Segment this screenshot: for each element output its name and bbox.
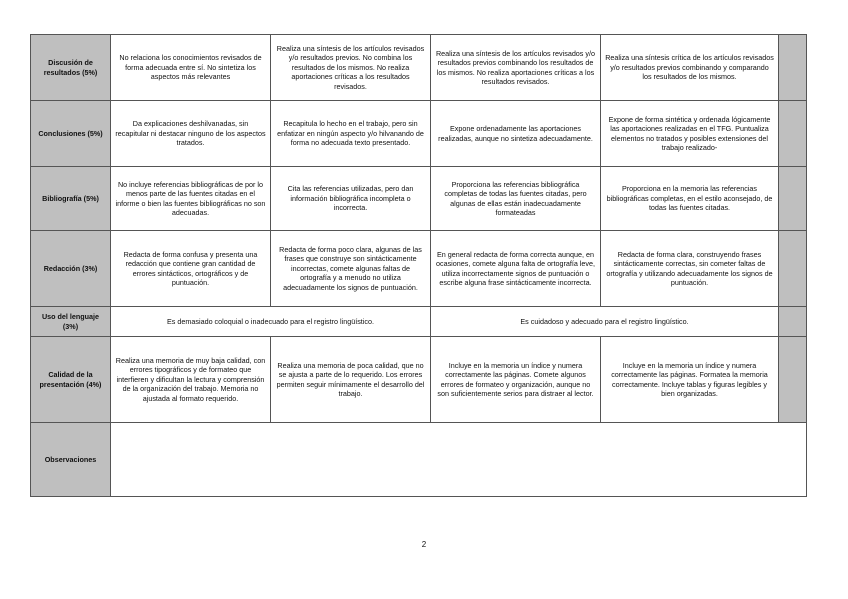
observaciones-field <box>111 423 807 497</box>
row-conclusiones <box>31 101 807 167</box>
level-3-conclusiones: Expone ordenadamente las aportaciones realizadas, aunque no sintetiza adecuadamente. <box>431 101 601 167</box>
criterion-lenguaje: Uso del lenguaje (3%) <box>31 307 111 337</box>
level-2-calidad: Realiza una memoria de poca calidad, que no se ajusta a parte de lo requerido. Los errores permiten seguir mínimamente el desarrollo del trabajo. <box>271 337 431 423</box>
score-cell-discusion <box>779 35 807 101</box>
level-4-redaccion: Redacta de forma clara, construyendo frases sintácticamente correctas, sin cometer faltas de ortografía y utilizando adecuadamente los signos de puntuación. <box>601 231 779 307</box>
level-1-discusion: No relaciona los conocimientos revisados de forma adecuada entre sí. No sintetiza los aspectos más relevantes <box>111 35 271 101</box>
score-cell-conclusiones <box>779 101 807 167</box>
criterion-observaciones: Observaciones <box>31 423 111 497</box>
level-2-conclusiones: Recapitula lo hecho en el trabajo, pero sin enfatizar en ningún aspecto y/o hilvanando de forma no adecuada texto presentado. <box>271 101 431 167</box>
level-3-discusion: Realiza una síntesis de los artículos revisados y/o resultados previos combinando los resultados de los mismos. No realiza aportaciones críticas a los resultados revisados. <box>431 35 601 101</box>
page-number: 2 <box>421 540 427 549</box>
criterion-conclusiones: Conclusiones (5%) <box>31 101 111 167</box>
row-calidad <box>31 337 807 423</box>
rubric-table <box>30 34 807 497</box>
level-4-bibliografia: Proporciona en la memoria las referencias bibliográficas completas, en el estilo aconsejado, de todas las fuentes citadas. <box>601 167 779 231</box>
lenguaje-inadecuado: Es demasiado coloquial o inadecuado para el registro lingüístico. <box>111 307 431 337</box>
score-cell-bibliografia <box>779 167 807 231</box>
level-2-bibliografia: Cita las referencias utilizadas, pero dan información bibliográfica incompleta o incorrecta. <box>271 167 431 231</box>
criterion-discusion: Discusión de resultados (5%) <box>31 35 111 101</box>
level-1-calidad: Realiza una memoria de muy baja calidad, con errores tipográficos y de formateo que interfieren y dificultan la lectura y comprensión de la organización del trabajo. Memoria no ajustada al formato requerido. <box>111 337 271 423</box>
row-discusion <box>31 35 807 101</box>
score-cell-redaccion <box>779 231 807 307</box>
level-1-conclusiones: Da explicaciones deshilvanadas, sin recapitular ni destacar ninguno de los aspectos tratados. <box>111 101 271 167</box>
level-3-redaccion: En general redacta de forma correcta aunque, en ocasiones, comete alguna falta de ortografía leve, utiliza incorrectamente signos de puntuación o escribe alguna frase sintácticamente incorrecta. <box>431 231 601 307</box>
row-redaccion <box>31 231 807 307</box>
level-3-bibliografia: Proporciona las referencias bibliográfica completas de todas las fuentes citadas, pero algunas de ellas están inadecuadamente formateadas <box>431 167 601 231</box>
row-observaciones <box>31 423 807 497</box>
score-cell-lenguaje <box>779 307 807 337</box>
score-cell-calidad <box>779 337 807 423</box>
level-1-bibliografia: No incluye referencias bibliográficas de por lo menos parte de las fuentes citadas en el informe o bien las fuentes bibliográficas no son adecuadas. <box>111 167 271 231</box>
criterion-redaccion: Redacción (3%) <box>31 231 111 307</box>
criterion-calidad: Calidad de la presentación (4%) <box>31 337 111 423</box>
level-2-discusion: Realiza una síntesis de los artículos revisados y/o resultados previos. No combina los resultados de los mismos. No realiza aportaciones críticas a los resultados revisados. <box>271 35 431 101</box>
criterion-bibliografia: Bibliografía (5%) <box>31 167 111 231</box>
level-4-calidad: Incluye en la memoria un índice y numera correctamente las páginas. Formatea la memoria correctamente. Incluye tablas y figuras legibles y bien organizadas. <box>601 337 779 423</box>
level-2-redaccion: Redacta de forma poco clara, algunas de las frases que construye son sintácticamente incorrectas, comete algunas faltas de ortografía y a menudo no utiliza adecuadamente los signos de puntuación. <box>271 231 431 307</box>
row-lenguaje <box>31 307 807 337</box>
level-4-conclusiones: Expone de forma sintética y ordenada lógicamente las aportaciones realizadas en el TFG. Puntualiza elementos no tratados y posibles extensiones del trabajo realizado- <box>601 101 779 167</box>
row-bibliografia <box>31 167 807 231</box>
level-3-calidad: Incluye en la memoria un índice y numera correctamente las páginas. Comete algunos errores de formateo y organización, aunque no son suficientemente serios para distraer al lector. <box>431 337 601 423</box>
lenguaje-adecuado: Es cuidadoso y adecuado para el registro lingüístico. <box>431 307 779 337</box>
level-4-discusion: Realiza una síntesis crítica de los artículos revisados y/o resultados previos combinando y comparando los resultados de los mismos. <box>601 35 779 101</box>
level-1-redaccion: Redacta de forma confusa y presenta una redacción que contiene gran cantidad de errores sintácticos, ortográficos y de puntuación. <box>111 231 271 307</box>
